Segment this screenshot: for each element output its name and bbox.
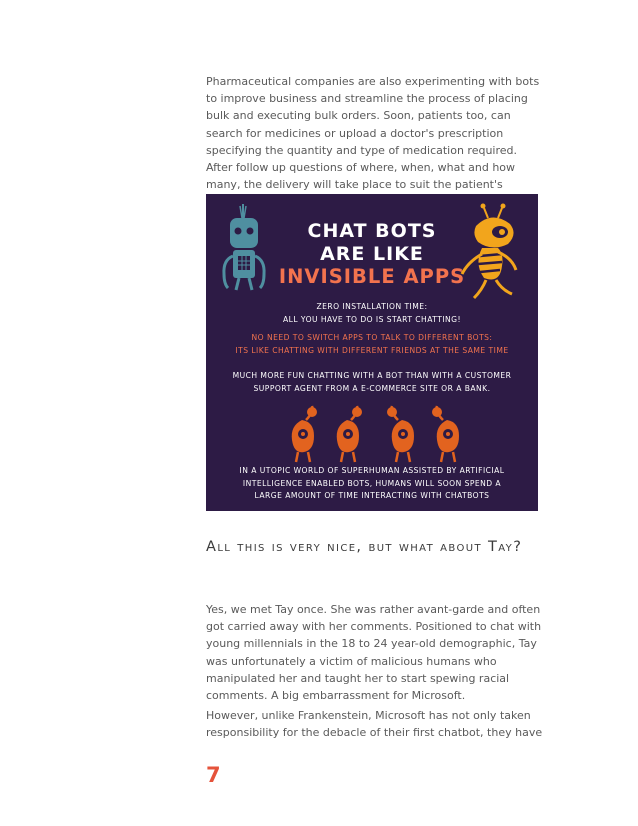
tay-paragraph: Yes, we met Tay once. She was rather avant-garde and often got carried away with her comments. Positioned to chat with young millennials in the 18 to 24 year-old demographic, Tay was unfortunately a victim of malicious humans who manipulated her and taught her to start spewing racial comments. A big embarrassment for Microsoft. <box>206 603 542 703</box>
infographic-point-zero-install: ZERO INSTALLATION TIME: ALL YOU HAVE TO DO IS START CHATTING! <box>283 302 461 324</box>
infographic-point-utopic-world: IN A UTOPIC WORLD OF SUPERHUMAN ASSISTED BY ARTIFICIAL INTELLIGENCE ENABLED BOTS, HUMANS WILL SOON SPEND A LARGE AMOUNT OF TIME INTERACTING WITH CHATBOTS <box>239 466 505 501</box>
infographic-title-line-2: ARE LIKE <box>320 243 424 265</box>
intro-paragraph: Pharmaceutical companies are also experimenting with bots to improve business and streamline the process of placing bulk and executing bulk orders. Soon, patients too, can search for medicines or upload a doctor's prescription specifying the quantity and type of medication required. After follow up questions of where, when, what and how many, the delivery will take place to suit the patient's <box>206 75 540 192</box>
blue-robot-icon <box>224 204 264 290</box>
orange-creature-icon <box>432 406 459 462</box>
section-heading: All this is very nice, but what about Tay? <box>206 539 523 555</box>
orange-creature-icon <box>292 406 317 462</box>
frankenstein-paragraph: However, unlike Frankenstein, Microsoft has not only taken responsibility for the debacle of their first chatbot, they have <box>206 709 543 740</box>
page-number: 7 <box>206 763 221 787</box>
chatbots-infographic <box>206 194 538 511</box>
infographic-title-line-3: INVISIBLE APPS <box>278 265 466 288</box>
orange-creature-icon <box>337 406 362 462</box>
infographic-title-line-1: CHAT BOTS <box>307 220 437 242</box>
orange-creature-icon <box>387 406 414 462</box>
infographic-point-no-switching: NO NEED TO SWITCH APPS TO TALK TO DIFFERENT BOTS: ITS LIKE CHATTING WITH DIFFERENT FRIENDS AT THE SAME TIME <box>235 333 509 355</box>
infographic-point-more-fun: MUCH MORE FUN CHATTING WITH A BOT THAN WITH A CUSTOMER SUPPORT AGENT FROM A E-COMMERCE SITE OR A BANK. <box>232 371 512 393</box>
